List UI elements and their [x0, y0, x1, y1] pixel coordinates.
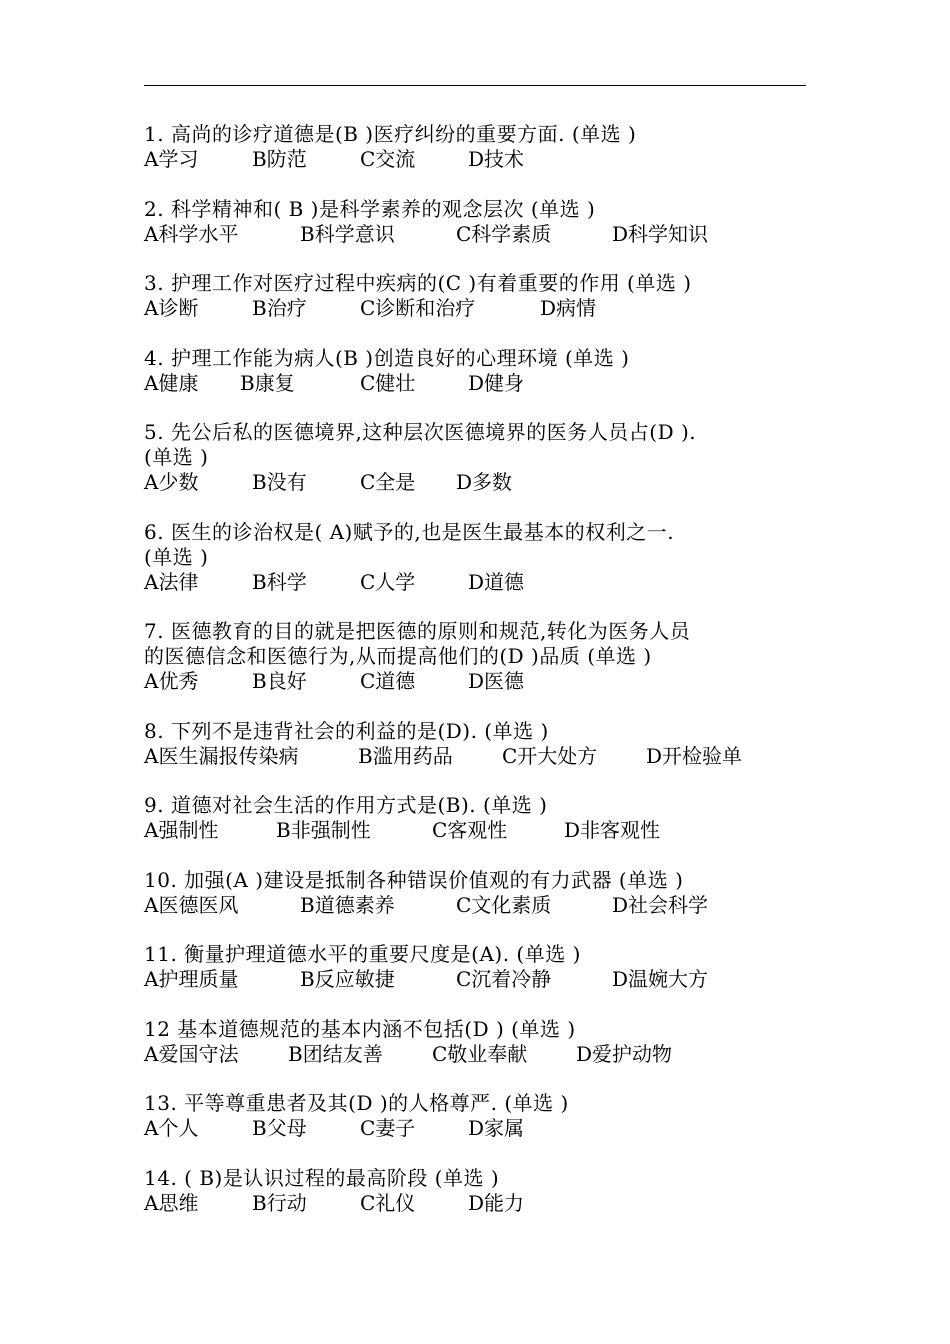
- option-d: D温婉大方: [612, 967, 709, 991]
- question-12: [144, 1017, 806, 1067]
- option-d: D能力: [468, 1190, 525, 1215]
- options-row: [144, 744, 806, 769]
- option-c: C文化素质: [456, 892, 552, 917]
- option-d: D病情: [540, 296, 597, 320]
- option-d: D非客观性: [564, 818, 661, 842]
- question-text: 3. 护理工作对医疗过程中疾病的(C )有着重要的作用 (单选 ): [144, 271, 692, 295]
- option-c: C交流: [360, 147, 416, 171]
- options-row: [144, 1042, 806, 1067]
- options-row: [144, 893, 806, 918]
- option-a: A思维: [144, 1190, 199, 1215]
- option-d: D开检验单: [646, 743, 743, 768]
- option-b: B反应敏捷: [300, 967, 395, 991]
- option-c: C妻子: [360, 1116, 416, 1140]
- question-text: 13. 平等尊重患者及其(D )的人格尊严. (单选 ): [144, 1091, 569, 1115]
- option-b: B科学: [252, 569, 307, 594]
- option-b: B父母: [252, 1116, 307, 1140]
- option-a: A个人: [144, 1116, 199, 1140]
- option-b: B道德素养: [300, 892, 395, 917]
- option-d: D道德: [468, 569, 525, 594]
- options-row: [144, 818, 806, 843]
- option-d: D爱护动物: [576, 1041, 673, 1066]
- option-c: C健壮: [360, 370, 416, 395]
- question-2: [144, 197, 806, 247]
- option-b: B康复: [240, 370, 295, 395]
- top-rule: [144, 85, 806, 86]
- option-b: B非强制性: [276, 818, 371, 842]
- option-c: C诊断和治疗: [360, 296, 476, 320]
- option-a: A法律: [144, 569, 199, 594]
- option-a: A科学水平: [144, 221, 239, 246]
- option-c: C人学: [360, 569, 416, 594]
- question-text: 7. 医德教育的目的就是把医德的原则和规范,转化为医务人员 的医德信念和医德行为,从而提高他们的(D )品质 (单选 ): [144, 619, 691, 668]
- option-c: C沉着冷静: [456, 967, 552, 991]
- option-c: C开大处方: [502, 743, 598, 768]
- options-row: [144, 1191, 806, 1216]
- option-a: A诊断: [144, 296, 199, 320]
- options-row: [144, 1116, 806, 1141]
- question-11: [144, 942, 806, 992]
- option-d: D医德: [468, 669, 525, 693]
- option-b: B团结友善: [288, 1041, 383, 1066]
- question-text: 6. 医生的诊治权是( A)赋予的,也是医生最基本的权利之一. (单选 ): [144, 519, 675, 569]
- option-c: C科学素质: [456, 221, 552, 246]
- option-b: B良好: [252, 669, 307, 693]
- option-d: D健身: [468, 370, 525, 395]
- question-text: 14. ( B)是认识过程的最高阶段 (单选 ): [144, 1165, 500, 1190]
- option-b: B行动: [252, 1190, 307, 1215]
- options-row: [144, 371, 806, 396]
- question-9: [144, 793, 806, 843]
- option-a: A医德医风: [144, 892, 239, 917]
- options-row: [144, 967, 806, 992]
- question-14: [144, 1166, 806, 1216]
- question-5: [144, 420, 806, 495]
- option-b: B滥用药品: [358, 743, 453, 768]
- options-row: [144, 669, 806, 694]
- option-a: A医生漏报传染病: [144, 743, 299, 768]
- option-b: B没有: [252, 470, 307, 494]
- question-7: [144, 619, 806, 694]
- question-text: 11. 衡量护理道德水平的重要尺度是(A). (单选 ): [144, 942, 581, 966]
- option-c: C客观性: [432, 818, 508, 842]
- question-text: 1. 高尚的诊疗道德是(B )医疗纠纷的重要方面. (单选 ): [144, 122, 637, 146]
- options-row: [144, 222, 806, 247]
- question-13: [144, 1091, 806, 1141]
- question-4: [144, 346, 806, 396]
- option-b: B治疗: [252, 296, 307, 320]
- question-text: 10. 加强(A )建设是抵制各种错误价值观的有力武器 (单选 ): [144, 867, 684, 892]
- options-row: [144, 296, 806, 321]
- question-text: 9. 道德对社会生活的作用方式是(B). (单选 ): [144, 793, 548, 817]
- option-b: B防范: [252, 147, 307, 171]
- option-a: A强制性: [144, 818, 219, 842]
- option-b: B科学意识: [300, 221, 395, 246]
- question-text: 5. 先公后私的医德境界,这种层次医德境界的医务人员占(D ). (单选 ): [144, 420, 697, 469]
- question-text: 4. 护理工作能为病人(B )创造良好的心理环境 (单选 ): [144, 345, 630, 370]
- option-c: C全是: [360, 470, 416, 494]
- option-a: A优秀: [144, 669, 199, 693]
- option-a: A健康: [144, 370, 199, 395]
- question-10: [144, 868, 806, 918]
- option-c: C礼仪: [360, 1190, 416, 1215]
- question-6: [144, 520, 806, 595]
- option-d: D技术: [468, 147, 525, 171]
- options-row: [144, 470, 806, 495]
- option-d: D多数: [456, 470, 513, 494]
- option-c: C敬业奉献: [432, 1041, 528, 1066]
- option-a: A爱国守法: [144, 1041, 239, 1066]
- question-text: 2. 科学精神和( B )是科学素养的观念层次 (单选 ): [144, 196, 596, 221]
- option-c: C道德: [360, 669, 416, 693]
- question-text: 8. 下列不是违背社会的利益的是(D). (单选 ): [144, 718, 549, 743]
- question-3: [144, 271, 806, 321]
- options-row: [144, 147, 806, 172]
- option-d: D社会科学: [612, 892, 709, 917]
- question-1: [144, 122, 806, 172]
- question-text: 12 基本道德规范的基本内涵不包括(D ) (单选 ): [144, 1016, 576, 1041]
- option-a: A护理质量: [144, 967, 239, 991]
- option-a: A学习: [144, 147, 199, 171]
- question-8: [144, 719, 806, 769]
- option-d: D家属: [468, 1116, 525, 1140]
- question-list: [144, 122, 806, 1240]
- option-a: A少数: [144, 470, 199, 494]
- options-row: [144, 570, 806, 595]
- option-d: D科学知识: [612, 221, 709, 246]
